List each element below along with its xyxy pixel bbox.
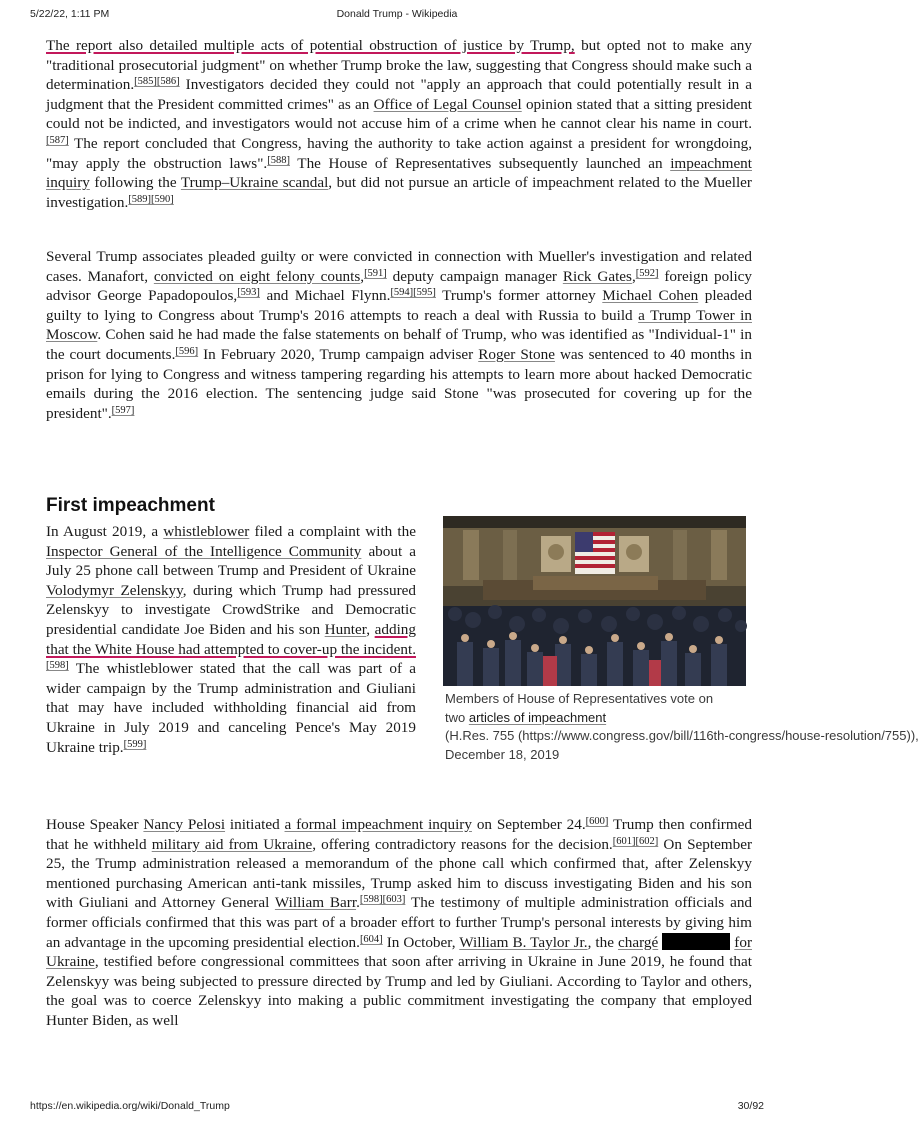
link-for-ukraine[interactable]: for Ukraine — [46, 933, 753, 971]
paragraph-associates: Several Trump associates pleaded guilty or were convicted in connection with Mueller's investigation and related cases. Manafort, convicted on eight felony counts,[591] deputy campaign manager Rick Gates,[592] foreign policy advisor George Papadopoulos,[593] and Michael Flynn.[594][595] Trump's former attorney Michael Cohen pleaded guilty to lying to Congress about Trump's 2016 attempts to reach a deal with Russia to build a Trump Tower in Moscow. Cohen said he had made the false statements on behalf of Trump, who was identified as "Individual-1" in the court documents.[596] In February 2020, Trump campaign adviser Roger Stone was sentenced to 40 months in prison for lying to Congress and witness tampering regarding his attempts to learn more about hacked Democratic emails during the 2016 election. The sentencing judge said Stone "was prosecuted for covering up for the president".[597] — [46, 248, 753, 422]
link-inspector-general[interactable]: Inspector General of the Intelligence Community — [46, 542, 362, 560]
link-charge[interactable]: chargé — [618, 933, 659, 951]
citation[interactable]: [594][595] — [390, 287, 436, 299]
citation[interactable]: [588] — [267, 154, 290, 166]
citation[interactable]: [592] — [635, 267, 659, 279]
paragraph-whistleblower: In August 2019, a whistleblower filed a complaint with the Inspector General of the Intelligence Community about a July 25 phone call between Trump and President of Ukraine Volodymyr Zelenskyy, during which Trump had pressured Zelenskyy to investigate CrowdStrike and Democratic presidential candidate Joe Biden and his son Hunter, adding that the White House had attempted to cover-up the incident.[598] The whistleblower stated that the call was part of a wider campaign by the Trump administration and Giuliani that may have included withholding financial aid from Ukraine in July 2019 and canceling Pence's May 2019 Ukraine trip.[599] — [46, 523, 416, 756]
link-whistleblower[interactable]: whistleblower — [163, 523, 250, 540]
highlighted-sentence: The report also detailed multiple acts of potential obstruction of justice by Trump, — [46, 37, 575, 54]
citation[interactable]: [585][586] — [134, 76, 180, 88]
print-page-title: Donald Trump - Wikipedia — [336, 8, 458, 20]
link-roger-stone[interactable]: Roger Stone — [478, 345, 555, 363]
caption-resolution-link[interactable]: (H.Res. 755 (https://www.congress.gov/bill/116th-congress/house-resolution/755)), — [445, 728, 919, 743]
citation[interactable]: [596] — [175, 345, 199, 357]
citation[interactable]: [604] — [359, 933, 383, 945]
citation[interactable]: [591] — [364, 267, 387, 279]
link-convicted-felony-counts[interactable]: convicted on eight felony counts — [153, 267, 361, 285]
link-military-aid-ukraine[interactable]: military aid from Ukraine — [151, 835, 313, 853]
citation[interactable]: [598] — [46, 660, 69, 672]
citation[interactable]: [599] — [123, 738, 147, 750]
citation[interactable]: [593] — [237, 287, 260, 299]
link-volodymyr-zelenskyy[interactable]: Volodymyr Zelenskyy — [46, 581, 183, 599]
link-trump-ukraine-scandal[interactable]: Trump–Ukraine scandal — [180, 174, 329, 192]
redaction-block — [662, 933, 730, 950]
citation[interactable]: [587] — [46, 134, 69, 146]
citation[interactable]: [600] — [585, 816, 609, 827]
citation[interactable]: [589][590] — [128, 193, 174, 205]
photo-caption: Members of House of Representatives vote on two articles of impeachment (H.Res. 755 (https://www.congress.gov/bill/116th-congress/house-resolution/755)), December 18, 2019 — [445, 691, 919, 762]
link-trump-tower-moscow[interactable]: a Trump Tower in Moscow — [46, 306, 752, 344]
paragraph-impeachment-inquiry: House Speaker Nancy Pelosi initiated a formal impeachment inquiry on September 24.[600] Trump then confirmed that he withheld military aid from Ukraine, offering contradictory reasons for the decision.[601][602] On September 25, the Trump administration released a memorandum of the phone call which confirmed that, after Zelenskyy mentioned purchasing American anti-tank missiles, Trump asked him to discuss investigating Biden and his son with Giuliani and Attorney General William Barr.[598][603] The testimony of multiple administration officials and former officials confirmed that this was part of a broader effort to further Trump's personal interests by giving him an advantage in the upcoming presidential election.[604] In October, William B. Taylor Jr., the chargé for Ukraine, testified before congressional committees that soon after arriving in Ukraine in June 2019, he found that Zelenskyy was being subjected to pressure directed by Trump and led by Giuliani. According to Taylor and others, the goal was to coerce Zelenskyy into making a public commitment investigating the company that employed Hunter Biden, as well — [46, 816, 753, 1029]
print-page-number: 30/92 — [737, 1100, 764, 1112]
citation[interactable]: [601][602] — [612, 835, 659, 847]
link-hunter[interactable]: Hunter — [324, 620, 367, 638]
link-michael-cohen[interactable]: Michael Cohen — [602, 287, 699, 305]
link-office-of-legal-counsel[interactable]: Office of Legal Counsel — [373, 95, 522, 113]
link-william-b-taylor[interactable]: William B. Taylor Jr. — [459, 933, 588, 951]
link-william-barr[interactable]: William Barr — [274, 894, 357, 912]
link-formal-impeachment-inquiry[interactable]: a formal impeachment inquiry — [284, 816, 472, 833]
citation[interactable]: [597] — [111, 404, 135, 416]
link-articles-of-impeachment[interactable]: articles of impeachment — [468, 709, 607, 725]
link-nancy-pelosi[interactable]: Nancy Pelosi — [143, 816, 226, 833]
link-impeachment-inquiry[interactable]: impeachment inquiry — [46, 154, 752, 192]
section-heading: First impeachment — [46, 494, 215, 516]
link-rick-gates[interactable]: Rick Gates — [562, 267, 632, 285]
paragraph-mueller-report: The report also detailed multiple acts of potential obstruction of justice by Trump, but opted not to make any "traditional prosecutorial judgment" on whether Trump broke the law, suggesting that Congress should make such a determination.[585][586] Investigators decided they could not "apply an approach that could potentially result in a judgment that the President committed crimes" as an Office of Legal Counsel opinion stated that a sitting president could not be indicted, and investigators would not accuse him of a crime when he cannot clear his name in court.[587] The report concluded that Congress, having the authority to take action against a president for wrongdoing, "may apply the obstruction laws".[588] The House of Representatives subsequently launched an impeachment inquiry following the Trump–Ukraine scandal, but did not pursue an article of impeachment related to the Mueller investigation.[589][590] — [46, 37, 753, 211]
citation[interactable]: [598][603] — [359, 894, 406, 906]
print-date: 5/22/22, 1:11 PM — [30, 8, 110, 20]
house-vote-photo[interactable] — [443, 516, 746, 686]
print-url: https://en.wikipedia.org/wiki/Donald_Trump — [30, 1100, 230, 1112]
highlighted-sentence: adding that the White House had attempted to cover-up the incident. — [46, 620, 416, 658]
